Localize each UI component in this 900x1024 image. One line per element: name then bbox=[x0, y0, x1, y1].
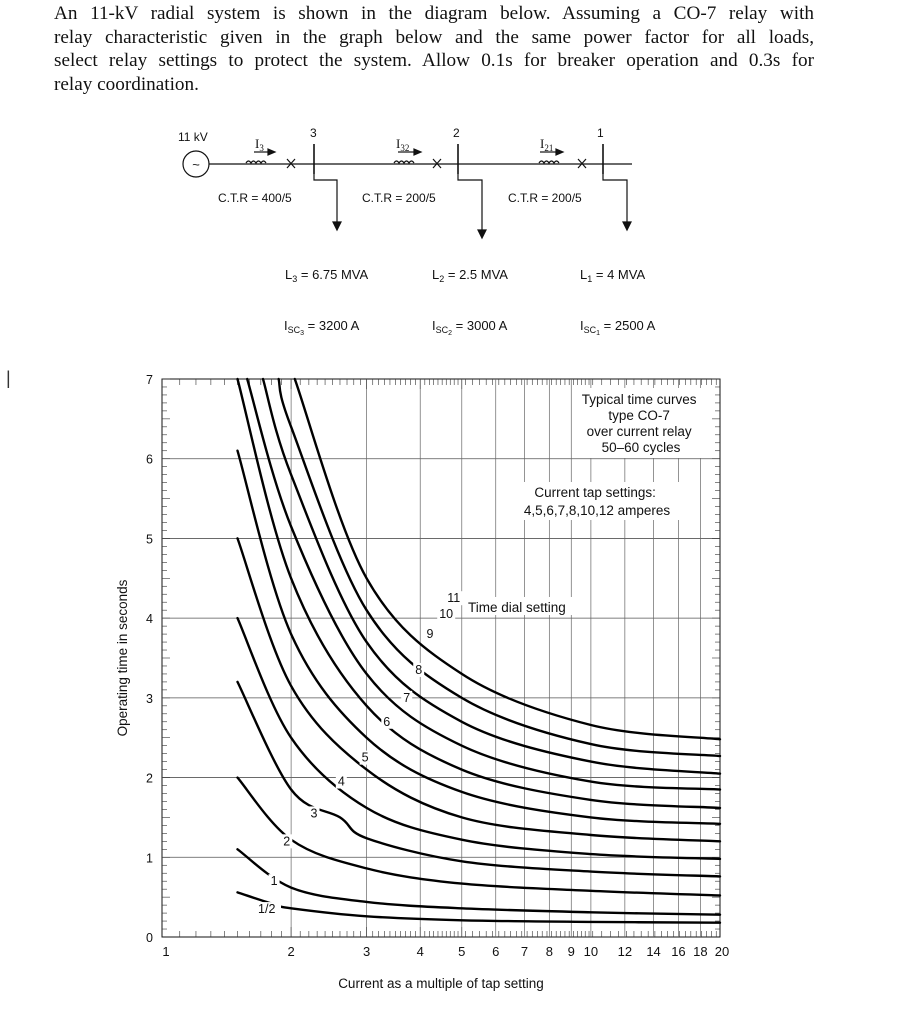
load-label-1: $L_1 = 4$ MVA bbox=[580, 267, 646, 284]
one-line-diagram bbox=[178, 126, 656, 337]
fault-current-label-1: $I_{SC}1 = 2500$ A bbox=[580, 318, 656, 337]
time-dial-label: 4 bbox=[337, 774, 345, 789]
x-tick-label: 2 bbox=[287, 944, 295, 959]
current-arrowhead-2 bbox=[414, 149, 421, 155]
bus-label-2: 2 bbox=[453, 126, 460, 140]
current-label-2: $I_{32}$ bbox=[396, 136, 410, 153]
current-arrowhead-3 bbox=[556, 149, 563, 155]
x-tick-label: 6 bbox=[492, 944, 500, 959]
ct-symbol-1 bbox=[246, 161, 266, 163]
load-arrow-2 bbox=[478, 230, 486, 238]
x-tick-label: 4 bbox=[416, 944, 424, 959]
current-label-3: $I_{21}$ bbox=[540, 136, 554, 153]
current-arrowhead-1 bbox=[268, 149, 275, 155]
x-tick-label: 9 bbox=[567, 944, 575, 959]
y-tick-label: 2 bbox=[146, 771, 153, 786]
x-axis-label: Current as a multiple of tap setting bbox=[338, 976, 544, 991]
time-dial-curves bbox=[238, 379, 721, 923]
x-tick-label: 16 bbox=[671, 944, 686, 959]
time-dial-label: 2 bbox=[283, 834, 291, 849]
x-tick-labels bbox=[162, 944, 729, 959]
problem-line: An 11-kV radial system is shown in the diagram below. Assuming a CO-7 relay with bbox=[54, 3, 814, 24]
ctr-label-2: C.T.R = 200/5 bbox=[362, 191, 436, 205]
fault-current-label-2: $I_{SC}2 = 3000$ A bbox=[432, 318, 508, 337]
time-dial-label: 5 bbox=[361, 750, 369, 765]
x-tick-label: 3 bbox=[363, 944, 371, 959]
y-tick-label: 1 bbox=[146, 851, 153, 866]
x-tick-label: 10 bbox=[583, 944, 599, 959]
time-dial-label: 8 bbox=[415, 662, 423, 677]
x-tick-label: 1 bbox=[162, 944, 170, 959]
tap-settings-note: Current tap settings: 4,5,6,7,8,10,12 amperes bbox=[523, 485, 671, 518]
bus-label-3: 3 bbox=[310, 126, 317, 140]
y-tick-label: 5 bbox=[146, 532, 153, 547]
text-cursor-mark: | bbox=[6, 368, 11, 388]
x-tick-label: 12 bbox=[617, 944, 633, 959]
x-tick-label: 8 bbox=[545, 944, 553, 959]
time-dial-note: Time dial setting bbox=[468, 600, 566, 615]
time-dial-label: 11 bbox=[447, 591, 461, 606]
time-dial-curve-3 bbox=[238, 682, 721, 877]
relay-time-curve-chart bbox=[115, 373, 729, 991]
load-feeder-2 bbox=[458, 174, 482, 236]
ctr-label-1: C.T.R = 400/5 bbox=[218, 191, 292, 205]
time-dial-label: 7 bbox=[403, 690, 411, 705]
x-tick-label: 14 bbox=[646, 944, 661, 959]
y-axis-label: Operating time in seconds bbox=[115, 579, 130, 737]
y-tick-label: 3 bbox=[146, 691, 153, 706]
plot-frame bbox=[162, 379, 720, 937]
minor-ticks bbox=[162, 379, 720, 937]
time-dial-label: 1 bbox=[270, 874, 278, 889]
y-tick-label: 6 bbox=[146, 452, 153, 467]
load-feeder-1 bbox=[603, 174, 627, 228]
load-arrow-3 bbox=[333, 222, 341, 230]
problem-line: select relay settings to protect the system. Allow 0.1s for breaker operation and 0.3s for bbox=[54, 50, 814, 72]
y-tick-labels bbox=[146, 373, 153, 945]
load-label-2: $L_2 = 2.5$ MVA bbox=[432, 267, 508, 284]
time-dial-label: 9 bbox=[426, 627, 434, 642]
x-tick-label: 18 bbox=[693, 944, 708, 959]
time-dial-curve-1-2 bbox=[238, 892, 721, 922]
x-tick-label: 5 bbox=[458, 944, 466, 959]
source-voltage-label: 11 kV bbox=[178, 130, 208, 144]
y-tick-label: 7 bbox=[146, 373, 153, 387]
chart-title: Typical time curves type CO-7 over current relay 50–60 cycles bbox=[581, 392, 697, 455]
time-dial-label: 1/2 bbox=[258, 902, 276, 917]
problem-line: relay coordination. bbox=[54, 73, 199, 95]
current-label-1: $I_3$ bbox=[255, 136, 264, 153]
problem-line: relay characteristic given in the graph below and the same power factor for all loads, bbox=[54, 26, 814, 48]
y-tick-label: 4 bbox=[146, 612, 153, 627]
bus-label-1: 1 bbox=[597, 126, 604, 140]
time-dial-label: 10 bbox=[439, 607, 454, 622]
ctr-label-3: C.T.R = 200/5 bbox=[508, 191, 582, 205]
time-dial-label: 3 bbox=[310, 806, 318, 821]
x-tick-label: 20 bbox=[714, 944, 730, 959]
grid-lines bbox=[162, 379, 720, 937]
fault-current-label-3: $I_{SC}3 = 3200$ A bbox=[284, 318, 360, 337]
time-dial-curve-1 bbox=[238, 849, 721, 917]
load-label-3: $L_3 = 6.75$ MVA bbox=[285, 267, 369, 284]
load-feeder-3 bbox=[314, 174, 337, 228]
time-dial-label: 6 bbox=[383, 714, 391, 729]
time-dial-curve-5 bbox=[238, 538, 721, 841]
time-dial-curve-2 bbox=[238, 778, 721, 896]
generator-tilde: ~ bbox=[192, 157, 200, 172]
load-arrow-1 bbox=[623, 222, 631, 230]
ct-symbol-2 bbox=[394, 161, 414, 163]
ct-symbol-3 bbox=[539, 161, 559, 163]
y-tick-label: 0 bbox=[146, 931, 153, 945]
x-tick-label: 7 bbox=[520, 944, 529, 959]
